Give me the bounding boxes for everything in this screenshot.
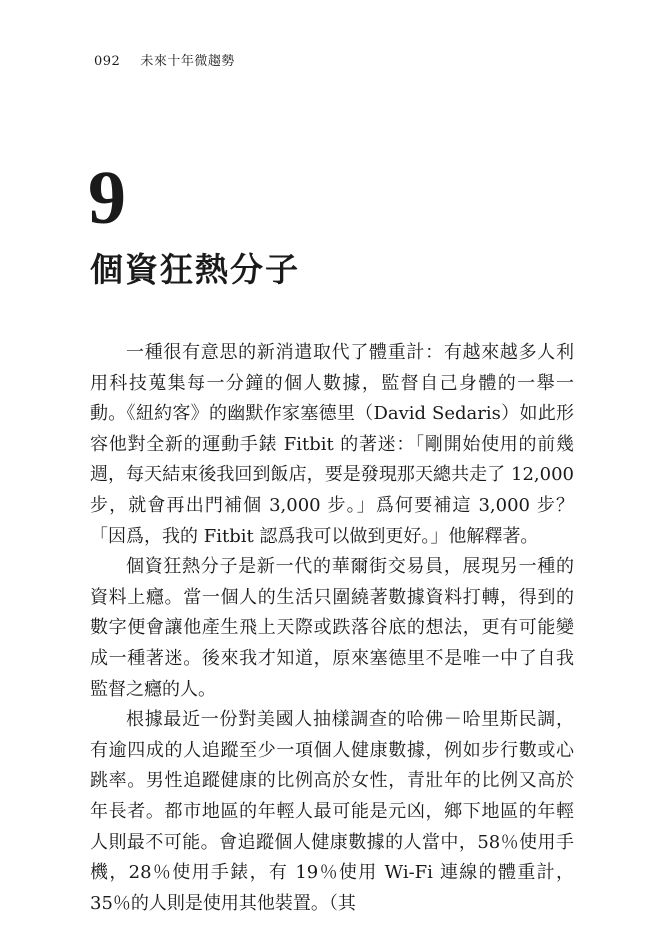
paragraph-1: 一種很有意思的新消遣取代了體重計：有越來越多人利用科技蒐集每一分鐘的個人數據，監督自己身體的一舉一動。《紐約客》的幽默作家塞德里（David Sedaris）如此形容他對全新的運動手錶 Fitbit 的著迷：「剛開始使用的前幾週，每天結束後我回到飯店，要是發現那天總共走了 12,000 步，就會再出門補個 3,000 步。」爲何要補這 3,000 步？「因爲，我的 Fitbit 認爲我可以做到更好。」他解釋著。 [90, 342, 574, 547]
page-number: 092 [94, 54, 121, 69]
running-head [94, 50, 235, 69]
chapter-number: 9 [88, 156, 126, 240]
body-text [90, 338, 574, 919]
book-title: 未來十年微趨勢 [140, 54, 235, 69]
paragraph-3: 根據最近一份對美國人抽樣調查的哈佛－哈里斯民調，有逾四成的人追蹤至少一項個人健康數據，例如步行數或心跳率。男性追蹤健康的比例高於女性，青壯年的比例又高於年長者。都市地區的年輕人最可能是元凶，鄉下地區的年輕人則最不可能。會追蹤個人健康數據的人當中，58％使用手機，28％使用手錶，有 19％使用 Wi-Fi 連線的體重計，35％的人則是使用其他裝置。（其 [90, 709, 574, 914]
chapter-title: 個資狂熱分子 [90, 250, 300, 289]
paragraph-2: 個資狂熱分子是新一代的華爾街交易員，展現另一種的資料上癮。當一個人的生活只圍繞著數據資料打轉，得到的數字便會讓他產生飛上天際或跌落谷底的想法，更有可能變成一種著迷。後來我才知道，原來塞德里不是唯一中了自我監督之癮的人。 [90, 556, 574, 700]
